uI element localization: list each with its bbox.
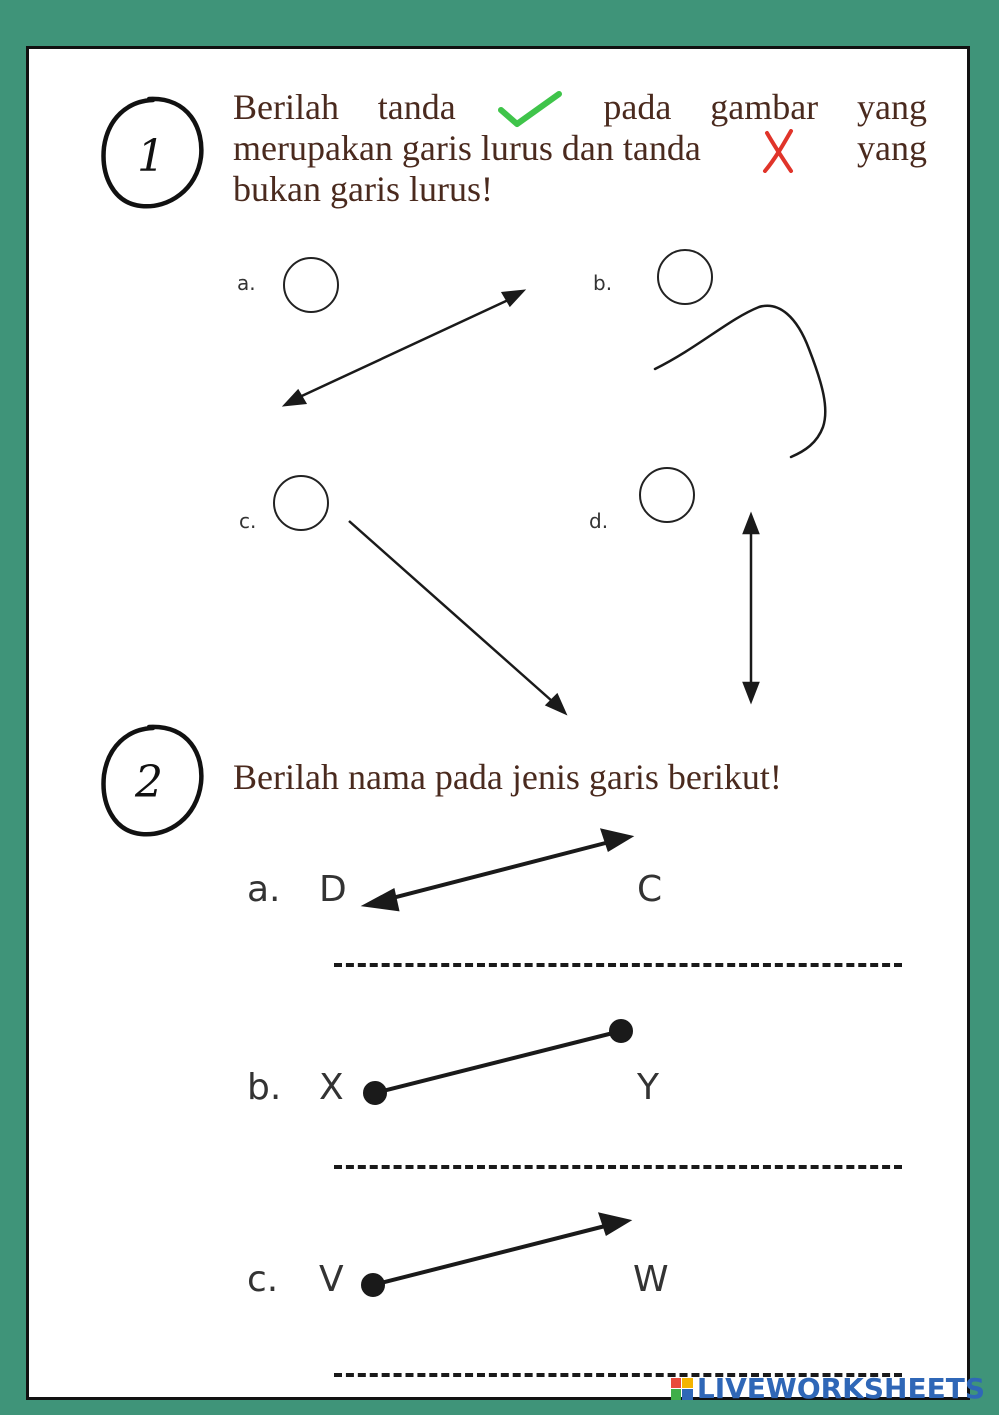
arrowhead	[367, 891, 397, 909]
figure-1b-curve	[655, 306, 825, 457]
figure-2b-segment	[365, 1021, 631, 1103]
point-v-label: V	[319, 1259, 344, 1300]
figure-1c-line	[349, 521, 565, 713]
arrowhead	[503, 291, 523, 305]
item-2a-label: a.	[247, 869, 281, 910]
word: tanda	[377, 87, 456, 127]
worksheet-page	[26, 46, 970, 1400]
instruction-line-1	[233, 87, 927, 128]
item-1c-label: c.	[239, 509, 257, 533]
point-c-label: C	[637, 869, 663, 910]
item-2b-label: b.	[247, 1067, 282, 1108]
item-1d-label: d.	[589, 509, 609, 533]
point-w-label: W	[633, 1259, 669, 1300]
arrowhead	[744, 683, 758, 701]
instruction-line-3: bukan garis lurus!	[233, 169, 493, 209]
word: pada	[603, 87, 672, 127]
instruction-line-2	[233, 128, 927, 169]
answer-line-2a[interactable]	[334, 963, 902, 967]
point-y-label: Y	[637, 1067, 659, 1108]
item-1a-label: a.	[237, 271, 256, 295]
figure-1d-line	[744, 515, 758, 701]
endpoint-x	[365, 1083, 385, 1103]
arrowhead	[744, 515, 758, 533]
arrowhead	[285, 391, 305, 405]
question-2-instruction: Berilah nama pada jenis garis berikut!	[233, 757, 782, 797]
endpoint-y	[611, 1021, 631, 1041]
item-1b-label: b.	[593, 271, 613, 295]
figure-2c-ray	[363, 1215, 627, 1295]
word: gambar	[710, 87, 819, 127]
phrase: merupakan garis lurus dan tanda	[233, 128, 701, 168]
answer-line-2b[interactable]	[334, 1165, 902, 1169]
question-1-number: 1	[137, 131, 165, 182]
liveworksheets-logo	[671, 1372, 985, 1405]
endpoint-v	[363, 1275, 383, 1295]
figure-2a-line	[367, 831, 629, 909]
answer-circle-1b[interactable]	[657, 249, 713, 305]
question-2-number: 2	[135, 757, 163, 808]
answer-circle-1a[interactable]	[283, 257, 339, 313]
check-icon	[495, 88, 565, 128]
answer-circle-1c[interactable]	[273, 475, 329, 531]
arrowhead	[603, 831, 629, 849]
arrowhead	[601, 1215, 627, 1233]
answer-circle-1d[interactable]	[639, 467, 695, 523]
word: yang	[857, 87, 927, 127]
brand-text: LIVEWORKSHEETS	[696, 1372, 985, 1405]
word: Berilah	[233, 87, 339, 127]
item-2c-label: c.	[247, 1259, 279, 1300]
cross-icon	[757, 129, 801, 169]
logo-icon	[671, 1378, 693, 1400]
point-x-label: X	[319, 1067, 344, 1108]
drawing-layer	[29, 49, 970, 1400]
word: yang	[857, 128, 927, 168]
question-1-instruction	[233, 87, 927, 210]
point-d-label: D	[319, 869, 347, 910]
